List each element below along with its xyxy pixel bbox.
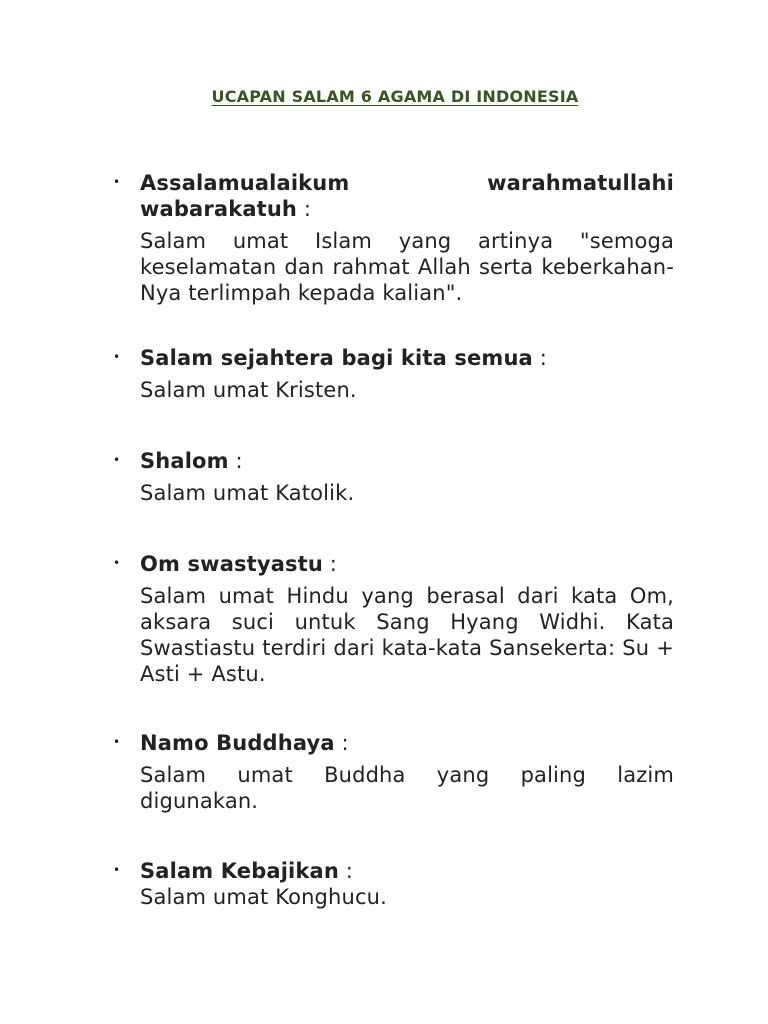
item-heading — [140, 170, 674, 222]
item-heading — [140, 345, 674, 371]
greeting-description: Salam umat Kristen. — [140, 378, 357, 402]
term-separator: : — [532, 346, 547, 370]
greeting-description: Salam umat Konghucu. — [140, 885, 387, 909]
greeting-description: Salam umat Hindu yang berasal dari kata Om, aksara suci untuk Sang Hyang Widhi. Kata Swastiastu terdiri dari kata-kata Sansekerta: Su + Asti + Astu. — [140, 584, 674, 686]
bullet-icon: • — [113, 350, 121, 364]
bullet-icon: • — [113, 556, 121, 570]
term-separator: : — [297, 197, 312, 221]
item-heading — [140, 551, 674, 577]
greeting-term: Salam Kebajikan — [140, 859, 339, 883]
list-item — [113, 170, 674, 306]
bullet-icon: • — [113, 863, 121, 877]
term-separator: : — [334, 731, 349, 755]
term-separator: : — [322, 552, 338, 576]
greeting-term: Shalom — [140, 449, 229, 473]
list-item — [113, 345, 674, 403]
greeting-description: Salam umat Islam yang artinya "semoga keselamatan dan rahmat Allah serta keberkahan-Nya terlimpah kepada kalian". — [140, 229, 674, 305]
document-title: UCAPAN SALAM 6 AGAMA DI INDONESIA — [211, 87, 579, 106]
list-item — [113, 551, 674, 687]
greeting-description: Salam umat Buddha yang paling lazim digunakan. — [140, 763, 674, 813]
list-item — [113, 448, 674, 506]
list-item — [113, 858, 674, 910]
term-separator: : — [228, 449, 243, 473]
greeting-description: Salam umat Katolik. — [140, 481, 355, 505]
term-separator: : — [338, 859, 354, 883]
bullet-icon: • — [113, 175, 121, 189]
item-heading — [140, 448, 674, 474]
bullet-icon: • — [113, 735, 121, 749]
list-item — [113, 730, 674, 814]
greeting-term: Namo Buddhaya — [140, 731, 335, 755]
item-heading — [140, 858, 674, 884]
greeting-term: Om swastyastu — [140, 552, 323, 576]
greeting-term: Salam sejahtera bagi kita semua — [140, 346, 533, 370]
bullet-icon: • — [113, 453, 121, 467]
greeting-term: Assalamualaikum warahmatullahi wabarakatuh — [140, 171, 674, 221]
item-heading — [140, 730, 674, 756]
